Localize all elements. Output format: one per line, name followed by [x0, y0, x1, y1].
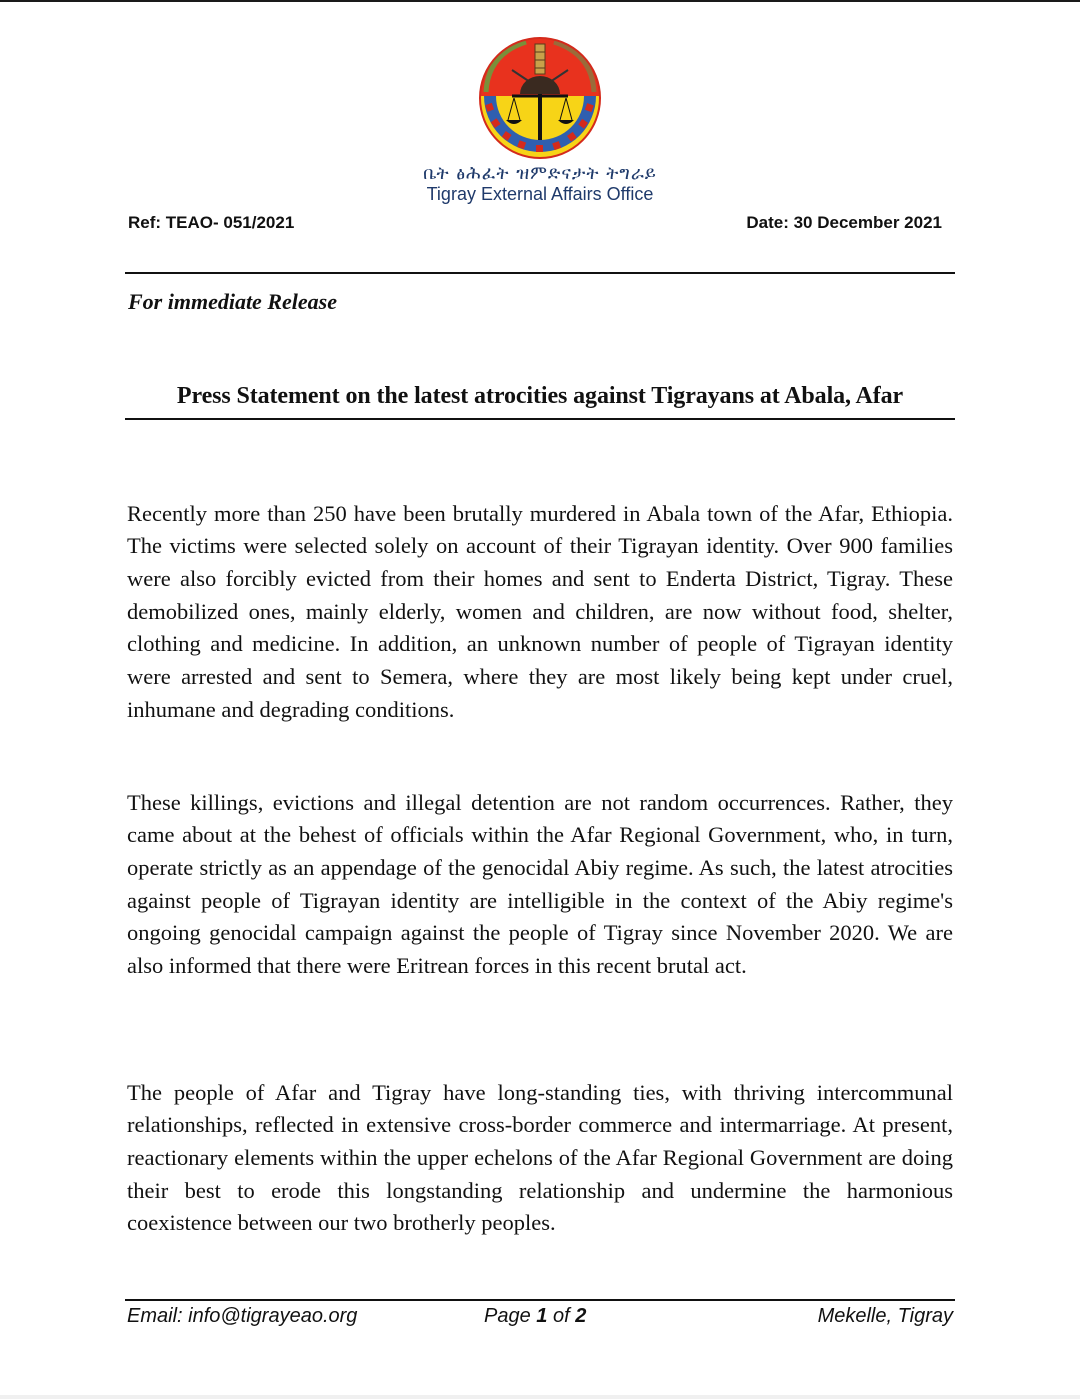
page-current: 1: [536, 1305, 548, 1327]
body-paragraph-3: The people of Afar and Tigray have long-standing ties, with thriving intercommunal relationships, reflected in extensive cross-border commerce and intermarriage. At present, reactionary elements within the upper echelons of the Afar Regional Government are doing their best to erode this longstanding relationship and undermine the harmonious coexistence between our two brotherly peoples.: [127, 1079, 953, 1236]
page-top-border: [0, 0, 1080, 2]
org-name: Tigray External Affairs Office: [426, 184, 654, 204]
footer-location: Mekelle, Tigray: [817, 1305, 953, 1327]
body-paragraph-2: These killings, evictions and illegal detention are not random occurrences. Rather, they came about at the behest of officials within the Afar Regional Government, who, in turn, operate strictly as an appendage of the genocidal Abiy regime. As such, the latest atrocities against people of Tigrayan identity are intelligible in the context of the Abiy regime's ongoing genocidal campaign against the people of Tigray since November 2020. We are also informed that there were Eritrean forces in this recent brutal act.: [127, 789, 953, 979]
tigray-emblem-logo: [476, 34, 604, 162]
title-underline: [125, 418, 955, 420]
emblem-icon: [476, 34, 604, 162]
release-label: For immediate Release: [128, 289, 337, 314]
page-number: [484, 1305, 586, 1328]
page-prefix: Page: [484, 1305, 537, 1327]
footer-email: Email: info@tigrayeao.org: [127, 1305, 358, 1327]
page-separator: of: [547, 1305, 576, 1327]
page-footer: [127, 1305, 953, 1335]
header-divider: [125, 272, 955, 274]
reference-number: Ref: TEAO- 051/2021: [128, 213, 295, 232]
page-total: 2: [575, 1305, 587, 1327]
body-paragraph-1: Recently more than 250 have been brutally murdered in Abala town of the Afar, Ethiopia. The victims were selected solely on account of their Tigrayan identity. Over 900 families were also forcibly evicted from their homes and sent to Enderta District, Tigray. These demobilized ones, mainly elderly, women and children, are now without food, shelter, clothing and medicine. In addition, an unknown number of people of Tigrayan identity were arrested and sent to Semera, where they are most likely being kept under cruel, inhumane and degrading conditions.: [127, 500, 953, 722]
footer-divider: [125, 1299, 955, 1301]
document-date: Date: 30 December 2021: [746, 213, 942, 232]
page-title: Press Statement on the latest atrocities against Tigrayans at Abala, Afar: [176, 383, 904, 409]
org-name-amharic: ቤት ፅሕፈት ዝምድናታት ትግራይ: [423, 163, 657, 184]
page-bottom-edge: [0, 1395, 1080, 1399]
